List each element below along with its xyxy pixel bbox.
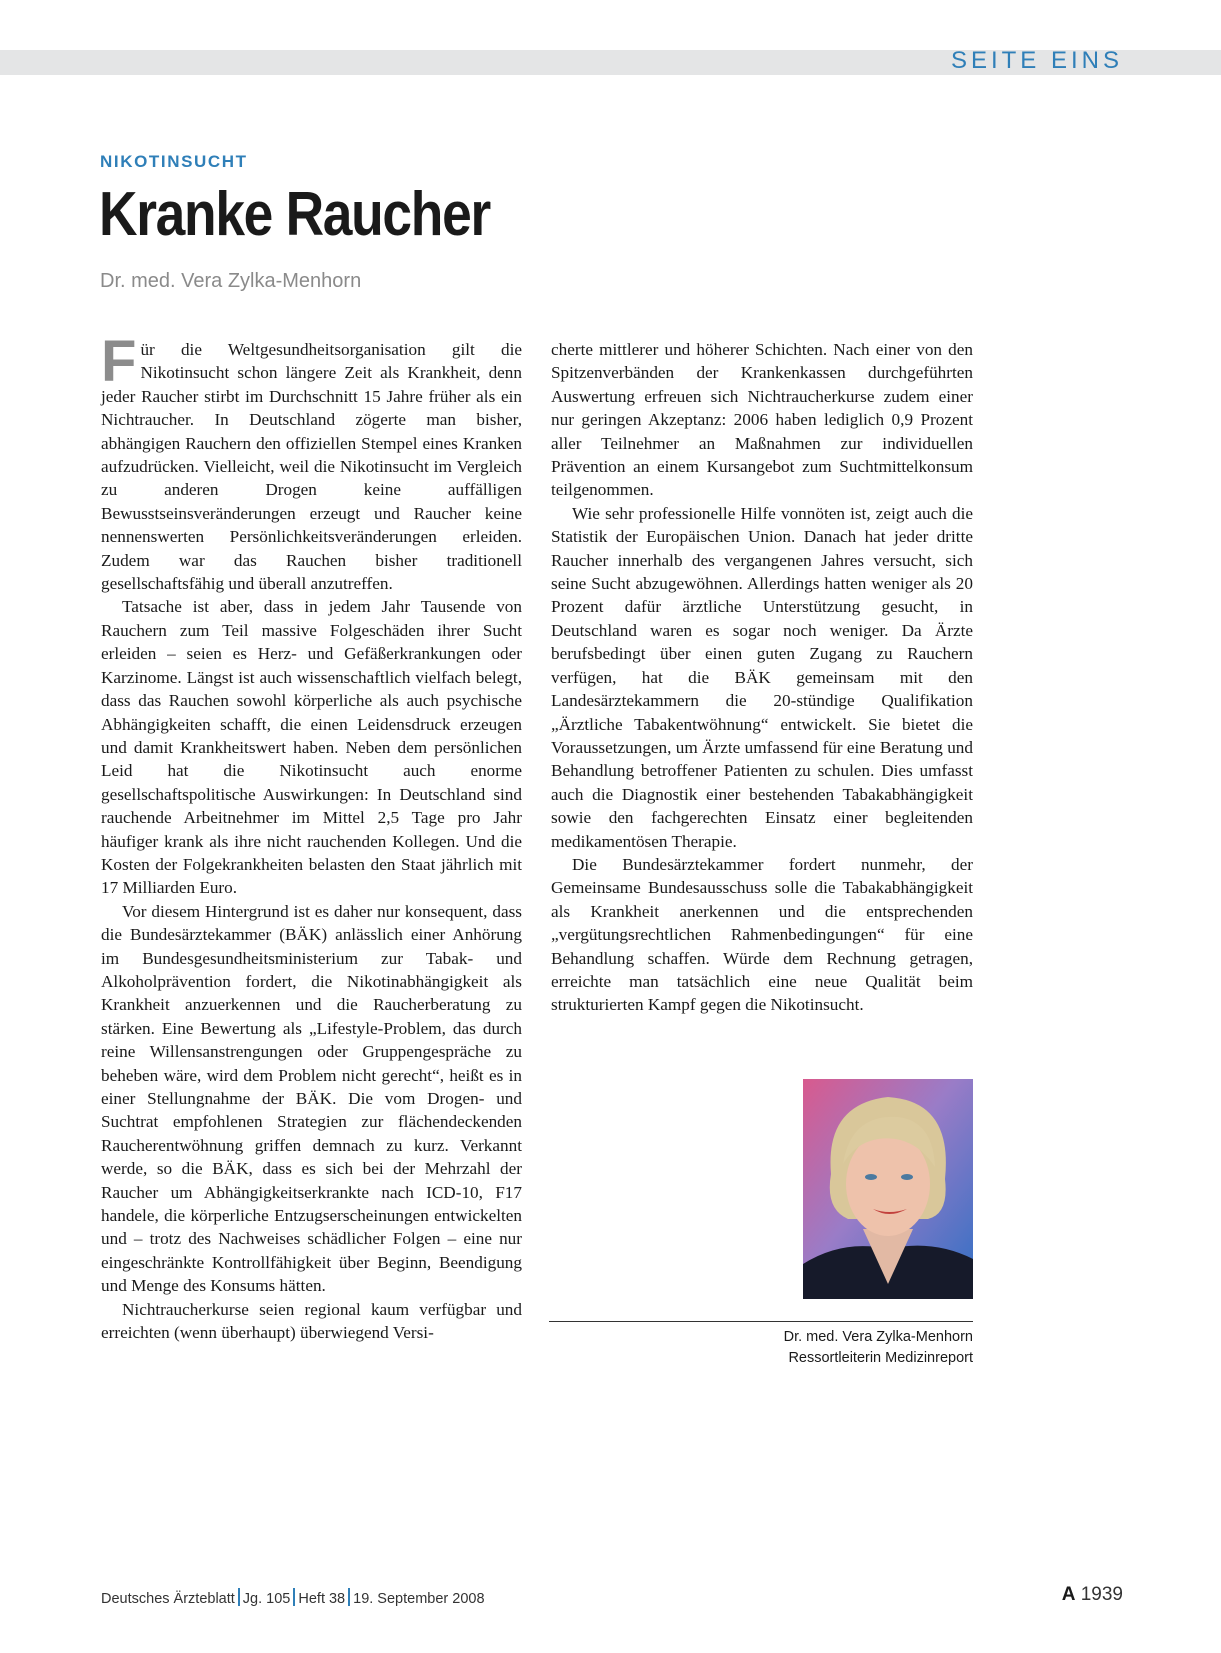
caption-role: Ressortleiterin Medizinreport <box>788 1350 973 1366</box>
article-paragraph: Tatsache ist aber, dass in jedem Jahr Tausende von Rauchern zum Teil massive Folgeschäden ihrer Sucht erleiden – seien es Herz- und Gefäßerkrankungen oder Karzinome. Längst ist auch wissenschaftlich vielfach belegt, dass das Rauchen sowohl körperliche als auch psychische Abhängigkeiten schafft, die einen Leidensdruck erzeugen und damit Krankheitswert haben. Neben dem persönlichen Leid hat die Nikotinsucht auch enorme gesellschaftspolitische Auswirkungen: In Deutschland sind rauchende Arbeitnehmer im Mittel 2,5 Tage pro Jahr häufiger krank als ihre nicht rauchenden Kollegen. Und die Kosten der Folgekrankheiten belasten den Staat jährlich mit 17 Milliarden Euro. <box>101 597 522 898</box>
portrait-illustration <box>803 1079 973 1299</box>
footer-separator <box>238 1588 240 1606</box>
article-author: Dr. med. Vera Zylka-Menhorn <box>100 270 362 292</box>
article-paragraph: Vor diesem Hintergrund ist es daher nur konsequent, dass die Bundesärztekammer (BÄK) anlässlich einer Anhörung im Bundesgesundheitsministerium zur Tabak- und Alkoholprävention fordert, die Nikotinabhängigkeit als Krankheit anzuerkennen und die Raucherberatung zu stärken. Eine Bewertung als „Lifestyle-Problem, das durch reine Willensanstrengungen oder Gruppengespräche zu beheben wäre, wird dem Problem nicht gerecht“, heißt es in einer Stellungnahme der BÄK. Die vom Drogen- und Suchtrat empfohlenen Strategien zur flächendeckenden Raucherentwöhnung griffen demnach zu kurz. Verkannt werde, so die BÄK, dass es sich bei der Mehrzahl der Raucher um Abhängigkeitserkrankte nach ICD-10, F17 handele, die körperliche Entzugserscheinungen entwickelten und – trotz des Nachweises schädlicher Folgen – eine nur eingeschränkte Kontrollfähigkeit über Beginn, Beendigung und Menge des Konsums hätten. <box>101 901 522 1296</box>
article-kicker: NIKOTINSUCHT <box>100 152 248 171</box>
page-number <box>1062 1584 1123 1606</box>
article-column-left <box>101 329 522 1344</box>
footer-separator <box>293 1588 295 1606</box>
article-column-right <box>551 338 973 1017</box>
publication-date: 19. September 2008 <box>353 1591 485 1607</box>
footer-separator <box>348 1588 350 1606</box>
section-label: SEITE EINS <box>950 47 1123 74</box>
page-number-value: 1939 <box>1080 1584 1123 1605</box>
article-paragraph: Wie sehr professionelle Hilfe vonnöten ist, zeigt auch die Statistik der Europäischen Union. Danach hat jeder dritte Raucher innerhalb des vergangenen Jahres versucht, sich seine Sucht abzugewöhnen. Allerdings hatten weniger als 20 Prozent dafür ärztliche Unterstützung gesucht, in Deutschland waren es sogar noch weniger. Da Ärzte berufsbedingt über einen guten Zugang zu Rauchern verfügen, hat die BÄK gemeinsam mit den Landesärztekammern die 20-stündige Qualifikation „Ärztliche Tabakentwöhnung“ entwickelt. Sie bietet die Voraussetzungen, um Ärzte umfassend für eine Beratung und Behandlung betroffener Patienten zu schulen. Dies umfasst auch die Diagnostik einer bestehenden Tabakabhängigkeit sowie den fachgerechten Einsatz einer begleitenden medikamentösen Therapie. <box>551 503 973 851</box>
article-paragraph: Nichtraucherkurse seien regional kaum verfügbar und erreichten (wenn überhaupt) überwiegend Versi- <box>101 1299 522 1343</box>
article-paragraph: Für die Weltgesundheitsorganisation gilt die Nikotinsucht schon längere Zeit als Krankheit, denn jeder Raucher stirbt im Durchschnitt 15 Jahre früher als ein Nichtraucher. In Deutschland zögerte man bisher, abhängigen Rauchern den offiziellen Stempel eines Kranken aufzudrücken. Vielleicht, weil die Nikotinsucht im Vergleich zu anderen Drogen keine auffälligen Bewusstseinsveränderungen erzeugt und Raucher keine nennenswerten Persönlichkeitsveränderungen erleiden. Zudem war das Rauchen bisher traditionell gesellschaftsfähig und überall anzutreffen. <box>101 329 522 594</box>
caption-divider <box>549 1321 973 1322</box>
journal-name: Deutsches Ärzteblatt <box>101 1591 235 1607</box>
caption-name: Dr. med. Vera Zylka-Menhorn <box>783 1329 973 1345</box>
journal-volume: Jg. 105 <box>242 1591 291 1607</box>
article-title: Kranke Raucher <box>99 180 490 249</box>
page-footer <box>101 1588 485 1607</box>
article-paragraph: cherte mittlerer und höherer Schichten. Nach einer von den Spitzenverbänden der Krankenkassen durchgeführten Auswertung erfreuen sich Nichtraucherkurse zudem einer nur geringen Akzeptanz: 2006 haben lediglich 0,9 Prozent aller Teilnehmer an Maßnahmen zur individuellen Prävention an einem Kursangebot zum Suchtmittelkonsum teilgenommen. <box>551 340 973 500</box>
page-prefix: A <box>1061 1584 1076 1605</box>
photo-caption <box>784 1327 973 1369</box>
drop-cap: F <box>101 329 137 394</box>
article-paragraph: Die Bundesärztekammer fordert nunmehr, der Gemeinsame Bundesausschuss solle die Tabakabhängigkeit als Krankheit anerkennen und die entsprechenden „vergütungsrechtlichen Rahmenbedingungen“ für eine Behandlung schaffen. Würde dem Rechnung getragen, erreichte man tatsächlich eine neue Qualität beim strukturierten Kampf gegen die Nikotinsucht. <box>551 854 973 1015</box>
author-portrait-photo <box>803 1079 973 1299</box>
journal-issue: Heft 38 <box>298 1591 346 1607</box>
